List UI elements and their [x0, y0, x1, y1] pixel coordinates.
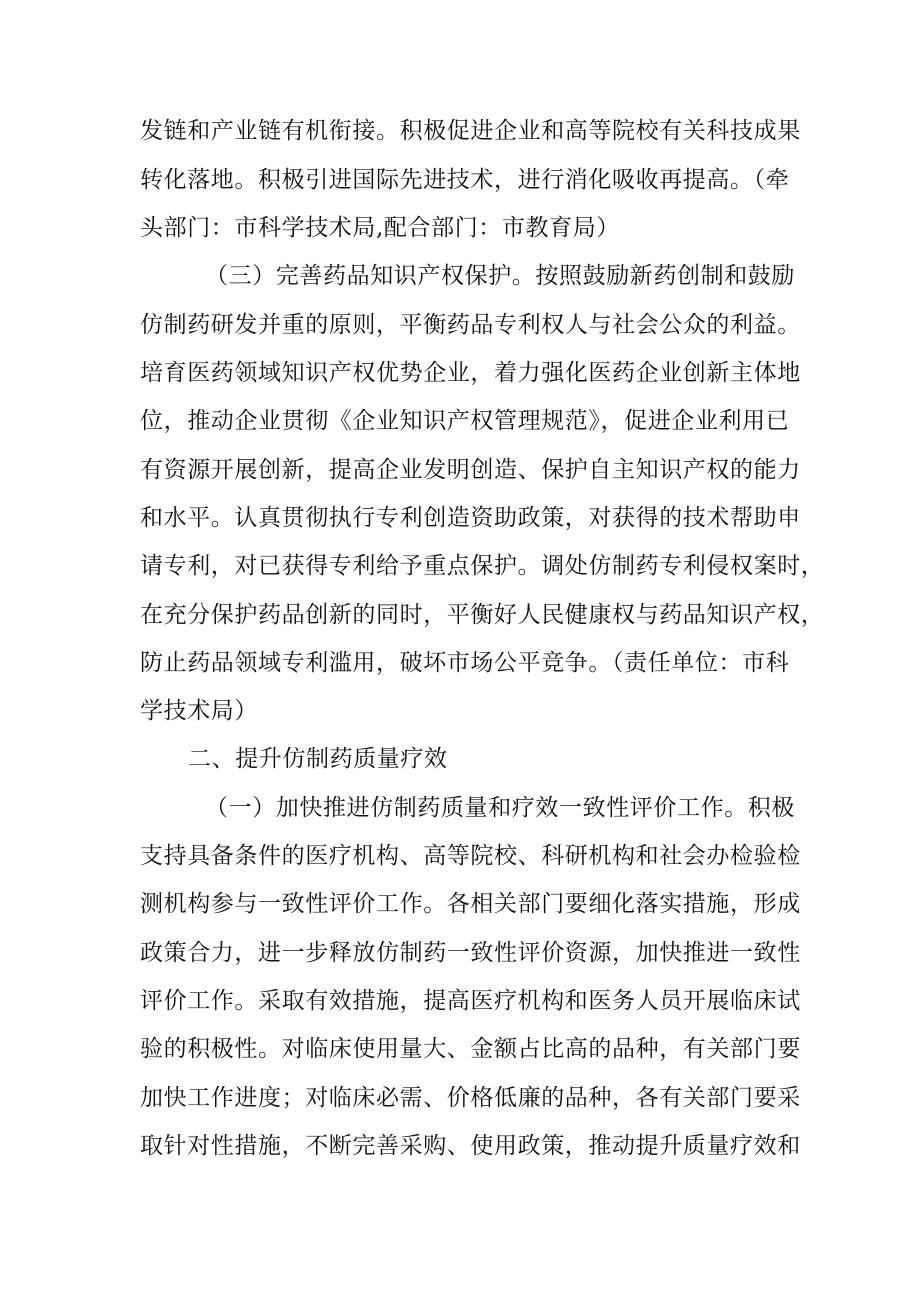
- body-text-line: 验的积极性。对临床使用量大、金额占比高的品种，有关部门要: [140, 1036, 801, 1062]
- body-text-line: 在充分保护药品创新的同时，平衡好人民健康权与药品知识产权，: [140, 602, 825, 628]
- body-text-line: 转化落地。积极引进国际先进技术，进行消化吸收再提高。（牵: [140, 167, 790, 193]
- body-text-line: 测机构参与一致性评价工作。各相关部门要细化落实措施，形成: [140, 891, 801, 917]
- chapter-heading-2: 二、提升仿制药质量疗效: [188, 746, 448, 772]
- body-text-line: 防止药品领域专利滥用，破坏市场公平竞争。（责任单位：市科: [140, 650, 790, 676]
- body-text-line: 发链和产业链有机衔接。积极促进企业和高等院校有关科技成果: [140, 118, 801, 144]
- body-text-line: 头部门：市科学技术局,配合部门：市教育局）: [140, 215, 620, 241]
- body-text-line: 学技术局）: [140, 698, 258, 724]
- body-text-line: 政策合力，进一步释放仿制药一致性评价资源，加快推进一致性: [140, 940, 801, 966]
- body-text-line: 和水平。认真贯彻执行专利创造资助政策，对获得的技术帮助申: [140, 505, 801, 531]
- section-heading-3: （三）完善药品知识产权保护。按照鼓励新药创制和鼓励: [205, 263, 795, 289]
- body-text-line: 培育医药领域知识产权优势企业，着力强化医药企业创新主体地: [140, 360, 801, 386]
- body-text-line: 位，推动企业贯彻《企业知识产权管理规范》，促进企业利用已: [140, 408, 790, 434]
- body-text-line: 取针对性措施，不断完善采购、使用政策，推动提升质量疗效和: [140, 1133, 801, 1159]
- body-text-line: 支持具备条件的医疗机构、高等院校、科研机构和社会办检验检: [140, 843, 801, 869]
- body-text-line: 仿制药研发并重的原则，平衡药品专利权人与社会公众的利益。: [140, 312, 801, 338]
- section-heading-1: （一）加快推进仿制药质量和疗效一致性评价工作。积极: [205, 795, 795, 821]
- body-text-line: 评价工作。采取有效措施，提高医疗机构和医务人员开展临床试: [140, 988, 801, 1014]
- body-text-line: 加快工作进度；对临床必需、价格低廉的品种，各有关部门要采: [140, 1085, 801, 1111]
- body-text-line: 请专利，对已获得专利给予重点保护。调处仿制药专利侵权案时，: [140, 553, 825, 579]
- body-text-line: 有资源开展创新，提高企业发明创造、保护自主知识产权的能力: [140, 457, 801, 483]
